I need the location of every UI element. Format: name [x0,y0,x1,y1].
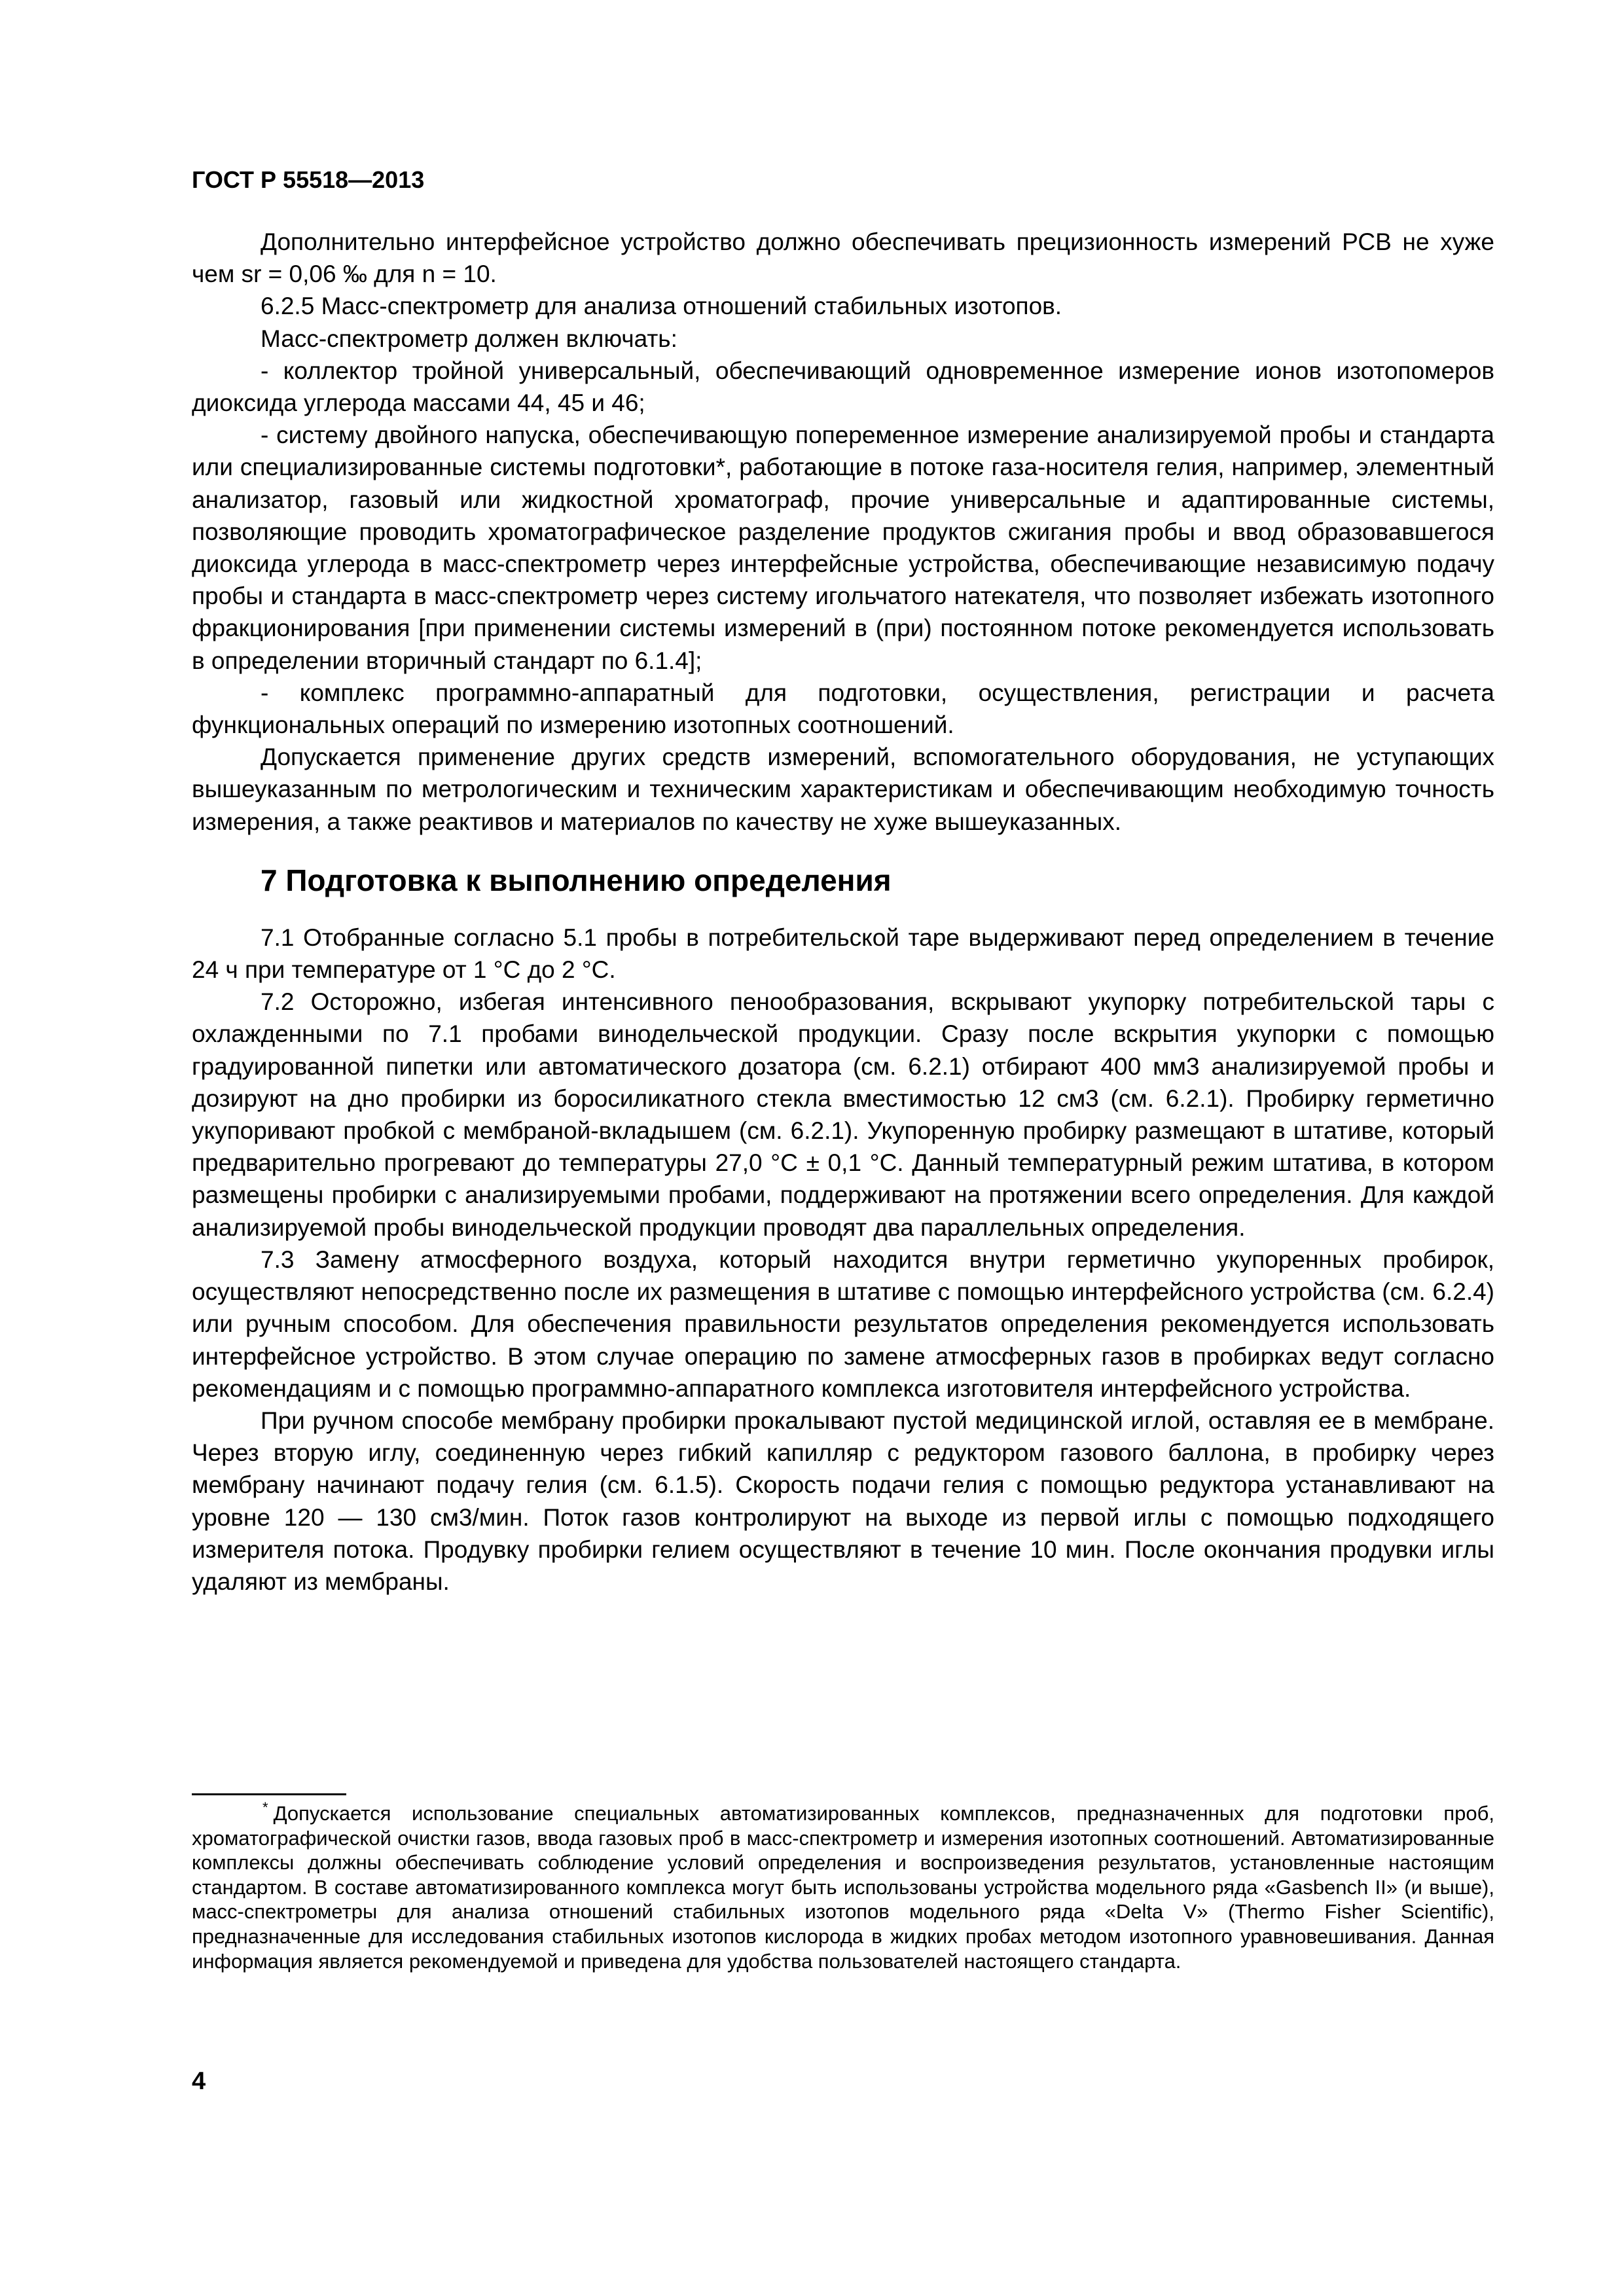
paragraph: 6.2.5 Масс-спектрометр для анализа отношений стабильных изотопов. [261,293,1062,320]
footnote-marker: * [262,1799,268,1816]
paragraph: 7.1 Отобранные согласно 5.1 пробы в потребительской таре выдерживают перед определением в течение 24 ч при температуре от 1 °С до 2 °С. [192,924,1494,984]
main-text [192,226,1494,1598]
paragraph: Дополнительно интерфейсное устройство должно обеспечивать прецизионность измерений РСВ не хуже чем sr = 0,06 ‰ для n = 10. [192,228,1494,288]
paragraph: Допускается применение других средств измерений, вспомогательного оборудования, не уступающих вышеуказанным по метрологическим и техническим характеристикам и обеспечивающим необходимую точность измерения, а также реактивов и материалов по качеству не хуже вышеуказанных. [192,744,1494,835]
footnote-divider [192,1793,346,1795]
paragraph: - систему двойного напуска, обеспечивающую попеременное измерение анализируемой пробы и стандарта или специализированные системы подготовки*, работающие в потоке газа-носителя гелия, например, элементный анализатор, газовый или жидкостной хроматограф, прочие универсальные и адаптированные системы, позволяющие проводить хроматографическое разделение продуктов сжигания пробы и ввод образовавшегося диоксида углерода в масс-спектрометр через интерфейсные устройства, обеспечивающие независимую подачу пробы и стандарта в масс-спектрометр через систему игольчатого натекателя, что позволяет избежать изотопного фракционирования [при применении системы измерений в (при) постоянном потоке рекомендуется использовать в определении вторичный стандарт по 6.1.4]; [192,422,1494,674]
paragraph: - коллектор тройной универсальный, обеспечивающий одновременное измерение ионов изотопомеров диоксида углерода массами 44, 45 и 46; [192,357,1494,417]
paragraph: 7.3 Замену атмосферного воздуха, который находится внутри герметично укупоренных пробирок, осуществляют непосредственно после их размещения в штативе с помощью интерфейсного устройства (см. 6.2.4) или ручным способом. Для обеспечения правильности результатов определения рекомендуется использовать интерфейсное устройство. В этом случае операцию по замене атмосферных газов в пробирках ведут согласно рекомендациям и с помощью программно-аппаратного комплекса изготовителя интерфейсного устройства. [192,1246,1494,1402]
page-number: 4 [192,2068,206,2095]
paragraph: Масс-спектрометр должен включать: [261,325,677,352]
footnote-text: Допускается использование специальных автоматизированных комплексов, предназначенных для подготовки проб, хроматографической очистки газов, ввода газовых проб в масс-спектрометр и измерения изотопных соотношений. Автоматизированные комплексы должны обеспечивать соблюдение условий определения и воспроизведения результатов, установленные настоящим стандартом. В составе автоматизированного комплекса могут быть использованы устройства модельного ряда «Gasbench II» (и выше), масс-спектрометры для анализа отношений стабильных изотопов модельного ряда «Delta V» (Thermo Fisher Scientific), предназначенные для исследования стабильных изотопов кислорода в жидких пробах методом изотопного уравновешивания. Данная информация является рекомендуемой и приведена для удобства пользователей настоящего стандарта. [192,1802,1494,1973]
footnote [192,1801,1494,1973]
paragraph: 7.2 Осторожно, избегая интенсивного пенообразования, вскрывают укупорку потребительской тары с охлажденными по 7.1 пробами винодельческой продукции. Сразу после вскрытия укупорки с помощью градуированной пипетки или автоматического дозатора (см. 6.2.1) отбирают 400 мм3 анализируемой пробы и дозируют на дно пробирки из боросиликатного стекла вместимостью 12 см3 (см. 6.2.1). Пробирку герметично укупоривают пробкой с мембраной-вкладышем (см. 6.2.1). Укупоренную пробирку размещают в штативе, который предварительно прогревают до температуры 27,0 °С ± 0,1 °С. Данный температурный режим штатива, в котором размещены пробирки с анализируемыми пробами, поддерживают на протяжении всего определения. Для каждой анализируемой пробы винодельческой продукции проводят два параллельных определения. [192,988,1494,1241]
paragraph: - комплекс программно-аппаратный для подготовки, осуществления, регистрации и расчета функциональных операций по измерению изотопных соотношений. [192,679,1494,739]
document-code: ГОСТ Р 55518—2013 [192,166,425,193]
paragraph: При ручном способе мембрану пробирки прокалывают пустой медицинской иглой, оставляя ее в мембране. Через вторую иглу, соединенную через гибкий капилляр с редуктором газового баллона, в пробирку через мембрану начинают подачу гелия (см. 6.1.5). Скорость подачи гелия с помощью редуктора устанавливают на уровне 120 — 130 см3/мин. Поток газов контролируют на выходе из первой иглы с помощью подходящего измерителя потока. Продувку пробирки гелием осуществляют в течение 10 мин. После окончания продувки иглы удаляют из мембраны. [192,1407,1494,1595]
section-title: 7 Подготовка к выполнению определения [261,863,892,897]
